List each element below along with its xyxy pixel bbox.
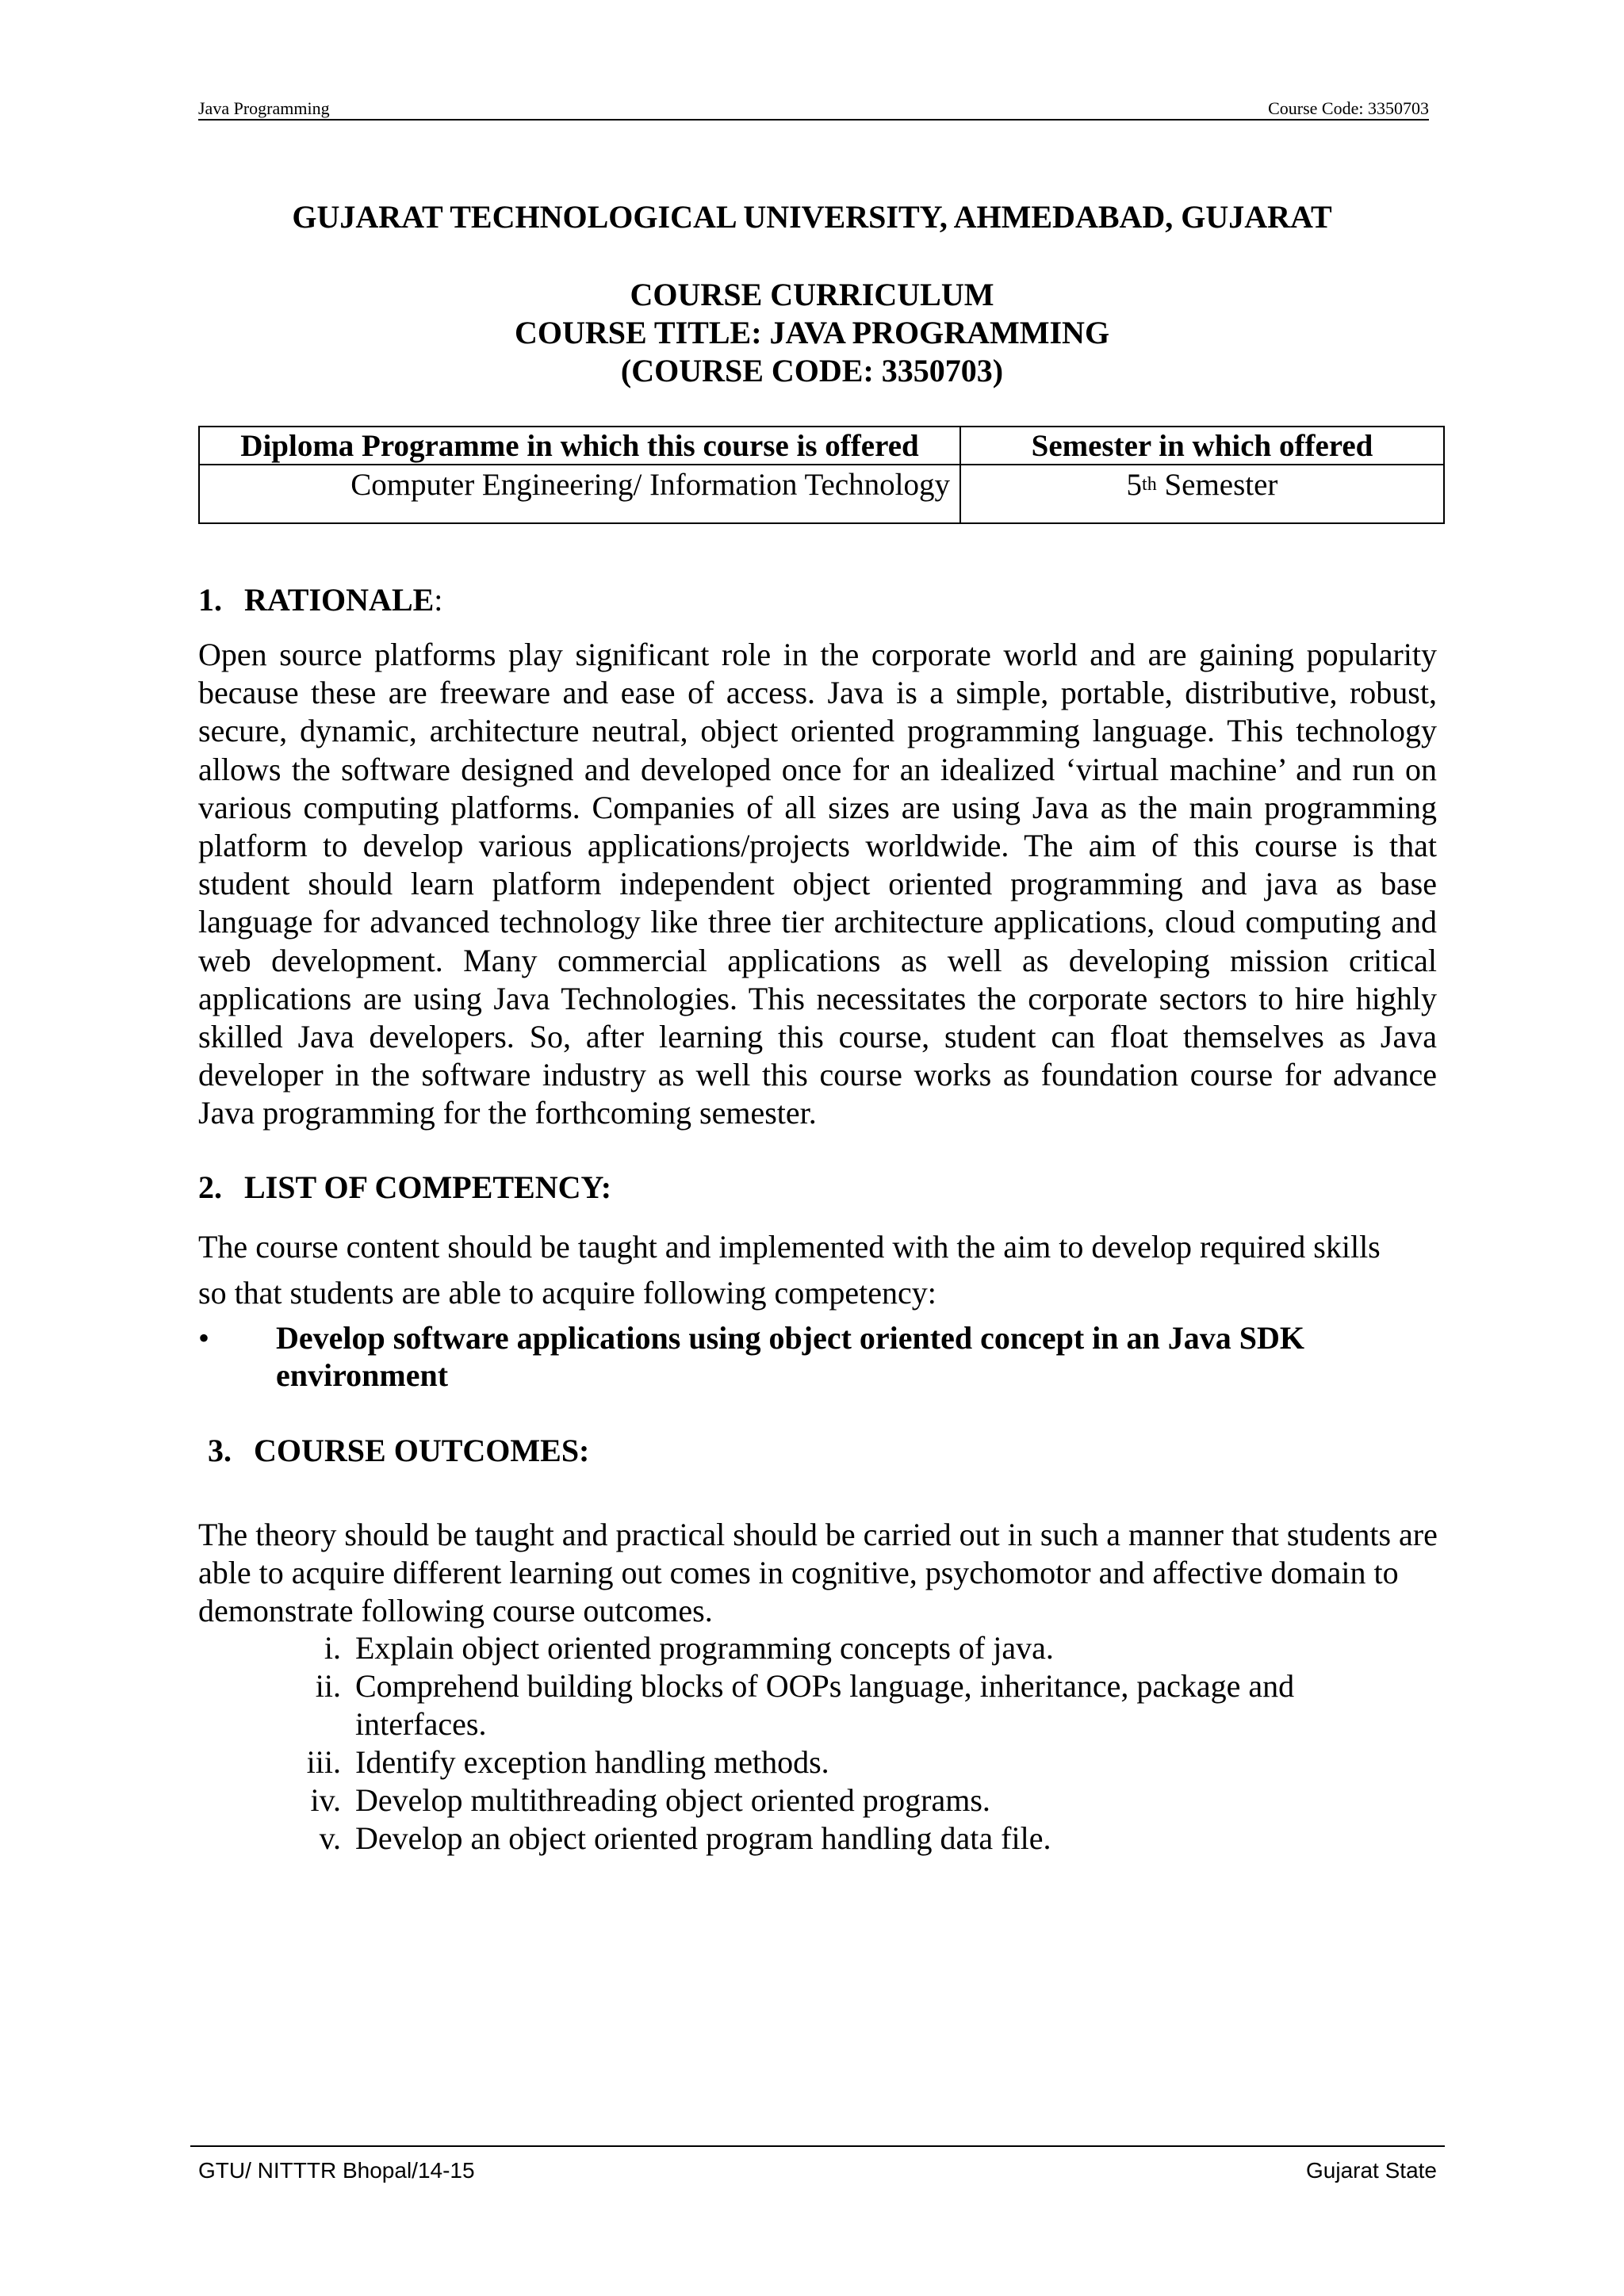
competency-bullet <box>198 1319 1437 1394</box>
semester-column-header: Semester in which offered <box>960 427 1444 465</box>
outcome-number: i. <box>324 1630 341 1666</box>
semester-number: 5 <box>1126 468 1143 502</box>
offer-table-row <box>199 465 1444 523</box>
semester-ordinal: th <box>1142 474 1157 495</box>
page-footer <box>190 2145 1445 2183</box>
programme-cell: Computer Engineering/ Information Technology <box>199 465 960 523</box>
rationale-number: 1. <box>198 582 222 618</box>
course-code: (COURSE CODE: 3350703) <box>620 353 1004 388</box>
competency-title: LIST OF COMPETENCY: <box>244 1169 612 1205</box>
footer-state: Gujarat State <box>1306 2158 1437 2183</box>
footer-source: GTU/ NITTTR Bhopal/14-15 <box>198 2158 475 2183</box>
university-title: GUJARAT TECHNOLOGICAL UNIVERSITY, AHMEDABAD, GUJARAT <box>292 199 1332 235</box>
outcomes-title: COURSE OUTCOMES: <box>254 1433 590 1468</box>
bullet-icon: • <box>198 1320 210 1356</box>
outcome-number: iii. <box>306 1744 341 1780</box>
course-title: COURSE TITLE: JAVA PROGRAMMING <box>514 315 1110 350</box>
outcome-text: Comprehend building blocks of OOPs language, inheritance, package and interfaces. <box>355 1668 1295 1742</box>
page-header <box>198 98 1429 121</box>
competency-intro-line2: so that students are able to acquire following competency: <box>198 1275 936 1311</box>
outcome-text: Identify exception handling methods. <box>355 1744 829 1780</box>
outcome-number: ii. <box>315 1668 341 1704</box>
outcome-item <box>285 1743 1396 1781</box>
semester-cell <box>960 465 1444 523</box>
offer-table <box>198 426 1445 524</box>
header-course-name: Java Programming <box>198 98 330 118</box>
outcomes-list <box>285 1629 1396 1858</box>
outcomes-number: 3. <box>208 1433 232 1468</box>
outcomes-heading <box>208 1432 589 1469</box>
offer-table-header-row <box>199 427 1444 465</box>
rationale-colon: : <box>434 582 443 618</box>
competency-bullet-text: Develop software applications using object oriented concept in an Java SDK environment <box>276 1320 1305 1393</box>
outcome-text: Develop multithreading object oriented programs. <box>355 1782 990 1818</box>
competency-heading <box>198 1169 611 1206</box>
competency-number: 2. <box>198 1169 222 1205</box>
header-course-code: Course Code: 3350703 <box>1268 98 1429 118</box>
outcomes-intro: The theory should be taught and practical should be carried out in such a manner that students are able to acquire different learning out comes in cognitive, psychomotor and affective domain to demonstrate following course outcomes. <box>198 1517 1438 1628</box>
competency-intro-line1: The course content should be taught and implemented with the aim to develop required skills <box>198 1229 1381 1265</box>
outcome-number: v. <box>319 1820 341 1856</box>
programme-column-header: Diploma Programme in which this course is offered <box>199 427 960 465</box>
outcome-number: iv. <box>310 1782 341 1818</box>
curriculum-heading: COURSE CURRICULUM <box>630 277 994 312</box>
competency-intro <box>198 1224 1437 1316</box>
outcome-item <box>285 1667 1396 1743</box>
rationale-heading <box>198 581 442 618</box>
outcome-text: Develop an object oriented program handling data file. <box>355 1820 1051 1856</box>
outcome-item <box>285 1629 1396 1667</box>
semester-word: Semester <box>1156 468 1278 502</box>
rationale-text: Open source platforms play significant role in the corporate world and are gaining popularity because these are freeware and ease of access. Java is a simple, portable, distributive, robust, secure, dynamic, architecture neutral, object oriented programming language. This technology allows the software designed and developed once for an idealized ‘virtual machine’ and run on various computing platforms. Companies of all sizes are using Java as the main programming platform to develop various applications/projects worldwide. The aim of this course is that student should learn platform independent object oriented programming and java as base language for advanced technology like three tier architecture applications, cloud computing and web development. Many commercial applications as well as developing mission critical applications are using Java Technologies. This necessitates the corporate sectors to hire highly skilled Java developers. So, after learning this course, student can float themselves as Java developer in the software industry as well this course works as foundation course for advance Java programming for the forthcoming semester. <box>198 637 1437 1131</box>
curriculum-title-block <box>0 276 1624 390</box>
rationale-title: RATIONALE <box>244 582 435 618</box>
outcome-item <box>285 1781 1396 1820</box>
outcome-item <box>285 1820 1396 1858</box>
outcome-text: Explain object oriented programming concepts of java. <box>355 1630 1054 1666</box>
